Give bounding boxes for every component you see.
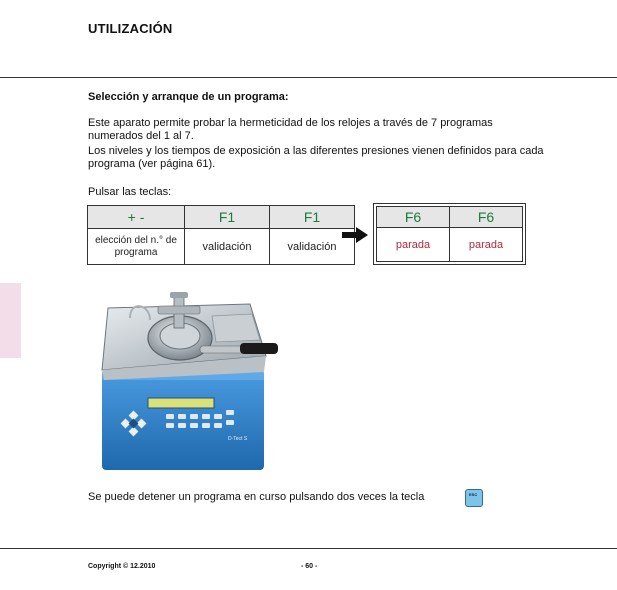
levels-paragraph: Los niveles y los tiempos de exposición a las diferentes presiones vienen definidos para cada programa (ver página 61).	[88, 145, 544, 170]
esc-key-icon	[465, 489, 483, 507]
key-f1: F1	[185, 206, 270, 229]
stop-cell: parada	[450, 228, 523, 262]
stop-keys-frame	[373, 203, 526, 265]
section-title: Selección y arranque de un programa:	[88, 91, 289, 103]
validation-cell: validación	[270, 229, 355, 265]
stop-cell: parada	[377, 228, 450, 262]
header-divider	[0, 77, 617, 78]
device-brand-label: D·Tect S	[228, 436, 248, 442]
start-keys-table	[87, 205, 355, 265]
lever-handle	[240, 343, 278, 354]
program-select-cell: elección del n.° de programa	[88, 229, 185, 265]
footer-copyright: Copyright © 12.2010	[88, 563, 156, 570]
key-f6: F6	[450, 207, 523, 228]
stop-instruction: Se puede detener un programa en curso pulsando dos veces la tecla	[88, 491, 425, 503]
key-plus-minus: + -	[88, 206, 185, 229]
lcd-display	[148, 398, 214, 408]
stop-keys-table	[376, 206, 523, 262]
page-header-title: UTILIZACIÓN	[88, 21, 173, 36]
intro-paragraph: Este aparato permite probar la hermeticidad de los relojes a través de 7 programas numerados del 1 al 7.	[88, 117, 493, 142]
key-f6: F6	[377, 207, 450, 228]
esc-key-label: ESC	[469, 492, 478, 497]
chapter-side-tab	[0, 283, 21, 358]
arrow-right-icon	[342, 227, 368, 243]
validation-cell: validación	[185, 229, 270, 265]
key-f1: F1	[270, 206, 355, 229]
footer-divider	[0, 548, 617, 549]
press-keys-label: Pulsar las teclas:	[88, 186, 172, 198]
page-number: - 60 -	[301, 563, 318, 570]
device-photo	[100, 290, 280, 472]
